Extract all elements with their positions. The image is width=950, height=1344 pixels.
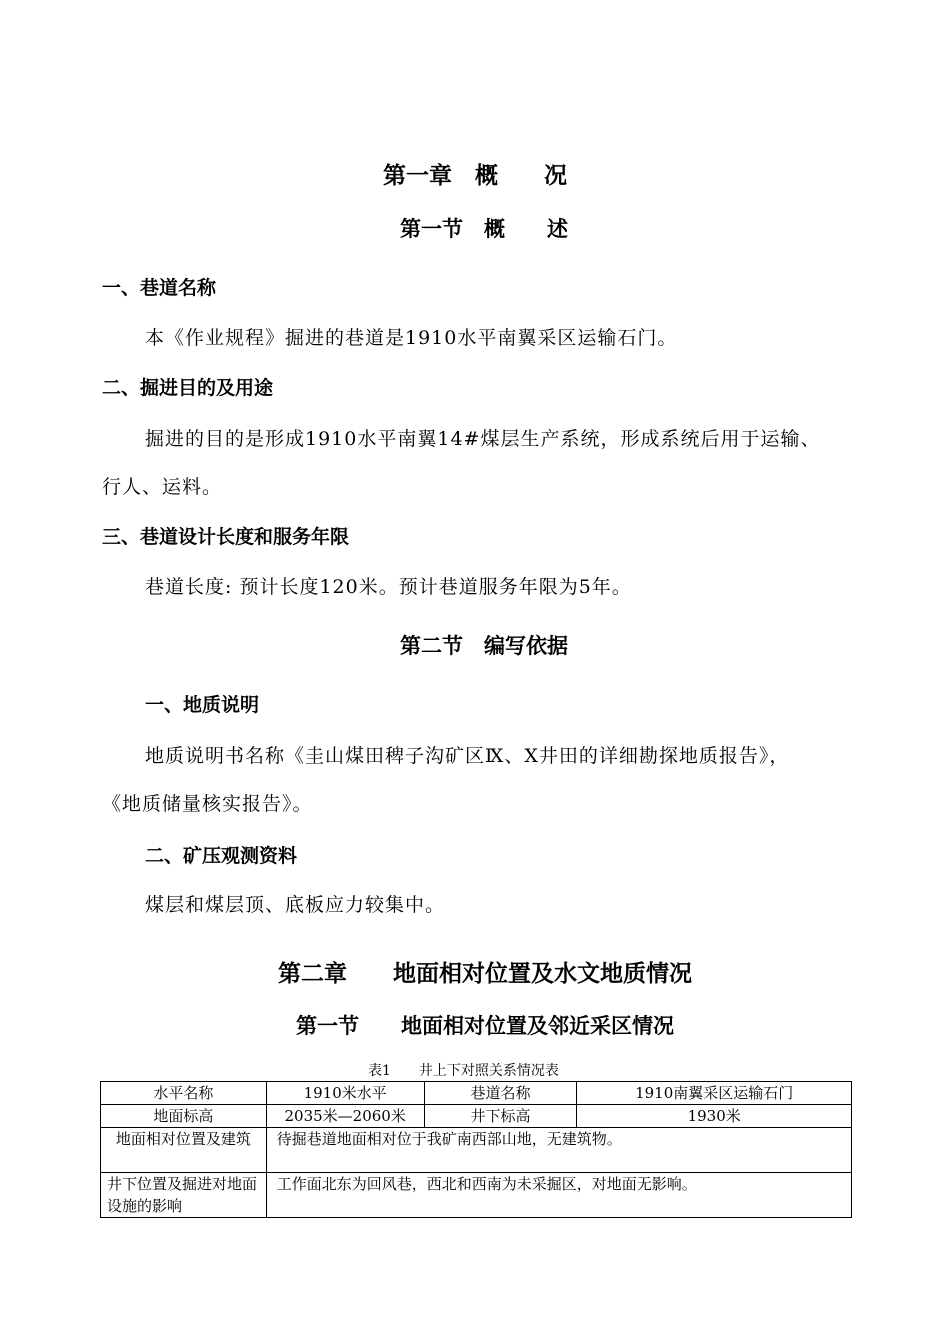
section-2-item-2-heading: 二、矿压观测资料 (145, 845, 298, 867)
section-2-item-1-heading: 一、地质说明 (145, 694, 260, 716)
table-row (101, 1173, 852, 1218)
item-3-text: 巷道长度: 预计长度120米。预计巷道服务年限为5年。 (145, 576, 632, 598)
section-2-item-1-text-line-1: 地质说明书名称《圭山煤田稗子沟矿区Ⅸ、Ⅹ井田的详细勘探地质报告》， (145, 745, 790, 767)
chapter-2-title: 第二章 地面相对位置及水文地质情况 (278, 961, 692, 987)
chapter-1-title: 第一章 概 况 (383, 163, 567, 189)
table-cell: 水平名称 (101, 1082, 267, 1105)
table-row (101, 1105, 852, 1128)
table-cell: 1910南翼采区运输石门 (577, 1082, 852, 1105)
table-cell: 巷道名称 (424, 1082, 577, 1105)
item-2-heading: 二、掘进目的及用途 (102, 377, 274, 399)
item-1-heading: 一、巷道名称 (102, 277, 217, 299)
table-cell: 井下位置及掘进对地面设施的影响 (101, 1173, 267, 1218)
chapter-2-section-1-title: 第一节 地面相对位置及邻近采区情况 (296, 1014, 674, 1038)
table-cell: 地面相对位置及建筑 (101, 1128, 267, 1173)
chapter-1-section-2-title: 第二节 编写依据 (400, 634, 568, 658)
item-3-heading: 三、巷道设计长度和服务年限 (102, 526, 350, 548)
item-1-text: 本《作业规程》掘进的巷道是1910水平南翼采区运输石门。 (145, 327, 678, 349)
table-cell: 1930米 (577, 1105, 852, 1128)
table-cell: 2035米—2060米 (266, 1105, 424, 1128)
table-cell: 井下标高 (424, 1105, 577, 1128)
section-2-item-1-text-line-2: 《地质储量核实报告》。 (102, 793, 313, 815)
table-cell: 1910米水平 (266, 1082, 424, 1105)
table-cell: 待掘巷道地面相对位于我矿南西部山地，无建筑物。 (266, 1128, 851, 1173)
reference-table (100, 1081, 852, 1218)
item-2-text-line-1: 掘进的目的是形成1910水平南翼14#煤层生产系统，形成系统后用于运输、 (145, 428, 821, 450)
table-cell: 地面标高 (101, 1105, 267, 1128)
table-caption: 表1 井上下对照关系情况表 (368, 1063, 559, 1079)
table-row (101, 1128, 852, 1173)
table-cell: 工作面北东为回风巷，西北和西南为未采掘区，对地面无影响。 (266, 1173, 851, 1218)
item-2-text-line-2: 行人、运料。 (102, 476, 223, 498)
section-2-item-2-text: 煤层和煤层顶、底板应力较集中。 (145, 894, 446, 916)
chapter-1-section-1-title: 第一节 概 述 (400, 217, 568, 241)
table-row (101, 1082, 852, 1105)
